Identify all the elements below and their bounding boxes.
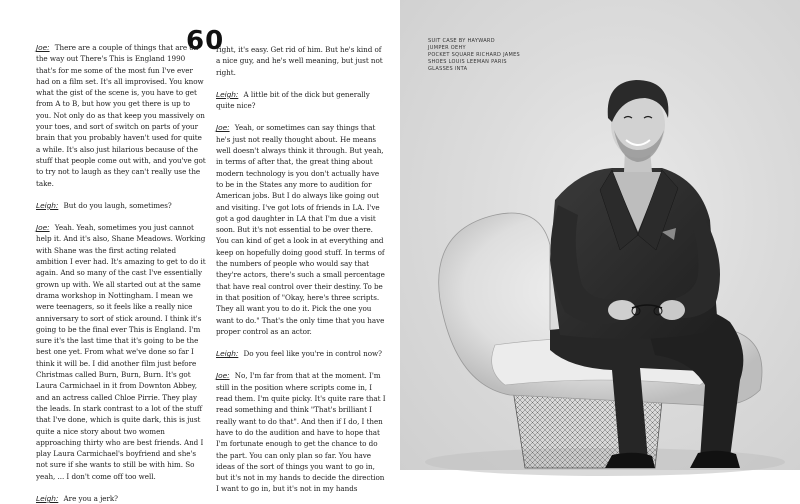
fashion-credits (428, 38, 520, 73)
credit-line: JUMPER OEHY (428, 45, 466, 51)
interview-paragraph (36, 493, 206, 504)
paragraph-text: There are a couple of things that are on the way out There's This is England 1990 that's for me some of the most fun I've ever had on a film set. It's all improvised. You know what the gist of the scene is, you have to get from A to B, but how you get there is up to you. Not only do as that keep you massively on your toes, and sort of switch on parts of your brain that you probably haven't used for quite a while. It's also just hilarious because of the stuff that people come out with, and you've got to try not to laugh as they can't really use the take. (36, 43, 206, 188)
credit-line: SHOES LOUIS LEEMAN PARIS (428, 59, 507, 65)
interview-paragraph (216, 89, 386, 112)
interview-column-left (36, 42, 206, 503)
speaker-label: Joe: (216, 371, 230, 381)
interview-paragraph (36, 200, 206, 211)
speaker-label: Leigh: (36, 200, 59, 210)
credit-line: GLASSES INTA (428, 66, 468, 72)
interview-paragraph (216, 122, 386, 337)
interview-paragraph (36, 222, 206, 482)
speaker-label: Joe: (36, 43, 50, 52)
text-page (0, 0, 400, 503)
paragraph-text: No, I'm far from that at the moment. I'm still in the position where scripts come in, I read them. I'm quite picky. It's quite rare that I read something and think "That's brilliant I really want to do that". And then if I do, I then have to do the audition and have to hope that I'm fortunate enough to get the chance to do the part. You can only plan so far. You have ideas of the sort of things you want to go in, but it's not in my hands to decide the direction I want to go in, but it's not in my hands (216, 371, 386, 494)
paragraph-text: Yeah. Yeah, sometimes you just cannot help it. And it's also, Shane Meadows. Working with Shane was the first acting related ambition I ever had. It's amazing to get to do it again. And so many of the cast I've essentially grown up with. We all started out at the same drama workshop in Nottingham. I mean we were teenagers, so it feels like a really nice anniversary to sort of stick around. I think it's going to be the final ever This is England. I'm sure it's the last time that it's going to be the best one yet. From what we've done so far I think it will be. I did another film just before Christmas called Burn, Burn, Burn. It's got Laura Carmichael in it from Downton Abbey, and an actress called Chloe Pirrie. They play the leads. In stark contrast to a lot of the stuff that I've done, which is quite dark, this is just quite a nice story about two women approaching thirty who are best friends. And I play Laura Carmichael's boyfriend and she's not sure if she wants to still be with him. So yeah, ... I don't come off too well. (36, 223, 206, 481)
interview-column-right (216, 44, 386, 494)
speaker-label: Joe: (36, 223, 50, 233)
speaker-label: Leigh: (216, 89, 239, 99)
speaker-label: Joe: (216, 123, 230, 133)
hand-right (659, 300, 685, 320)
photo-page (400, 0, 800, 470)
page-number: 60 (186, 26, 225, 56)
paragraph-text: A little bit of the dick but generally quite nice? (216, 89, 370, 111)
credit-line: SUIT CASE BY HAYWARD (428, 38, 495, 44)
interview-paragraph (216, 44, 386, 78)
paragraph-text: right, it's easy. Get rid of him. But he's kind of a nice guy, and he's well meaning, but just not right. (216, 45, 383, 77)
paragraph-text: Yeah, or sometimes can say things that he's just not really thought about. He means well doesn't always think it through. But yeah, in terms of after that, the great thing about modern technology is you don't actually have to be in the States any more to audition for American jobs. But I do always like going out and visiting. I've got lots of friends in LA. I've got a god daughter in LA that I'm due a visit soon. But it's not essential to be over there. You can kind of get a look in at everything and keep on hopefully doing good stuff. In terms of the numbers of people who would say that they're actors, there's such a small percentage that have real control over their destiny. To be in that position of "Okay, here's three scripts. They all want you to do it. Pick the one you want to do." That's the only time that you have proper control as an actor. (216, 123, 385, 336)
speaker-label: Leigh: (36, 493, 59, 503)
interview-paragraph (36, 42, 206, 189)
credit-line: POCKET SQUARE RICHARD JAMES (428, 52, 521, 58)
speaker-label: Leigh: (216, 349, 239, 359)
paragraph-text: But do you laugh, sometimes? (63, 200, 172, 210)
paragraph-text: Are you a jerk? (63, 493, 118, 503)
interview-paragraph (216, 370, 386, 494)
paragraph-text: Do you feel like you're in control now? (243, 349, 382, 359)
shoe-left (605, 453, 655, 468)
interview-paragraph (216, 348, 386, 359)
